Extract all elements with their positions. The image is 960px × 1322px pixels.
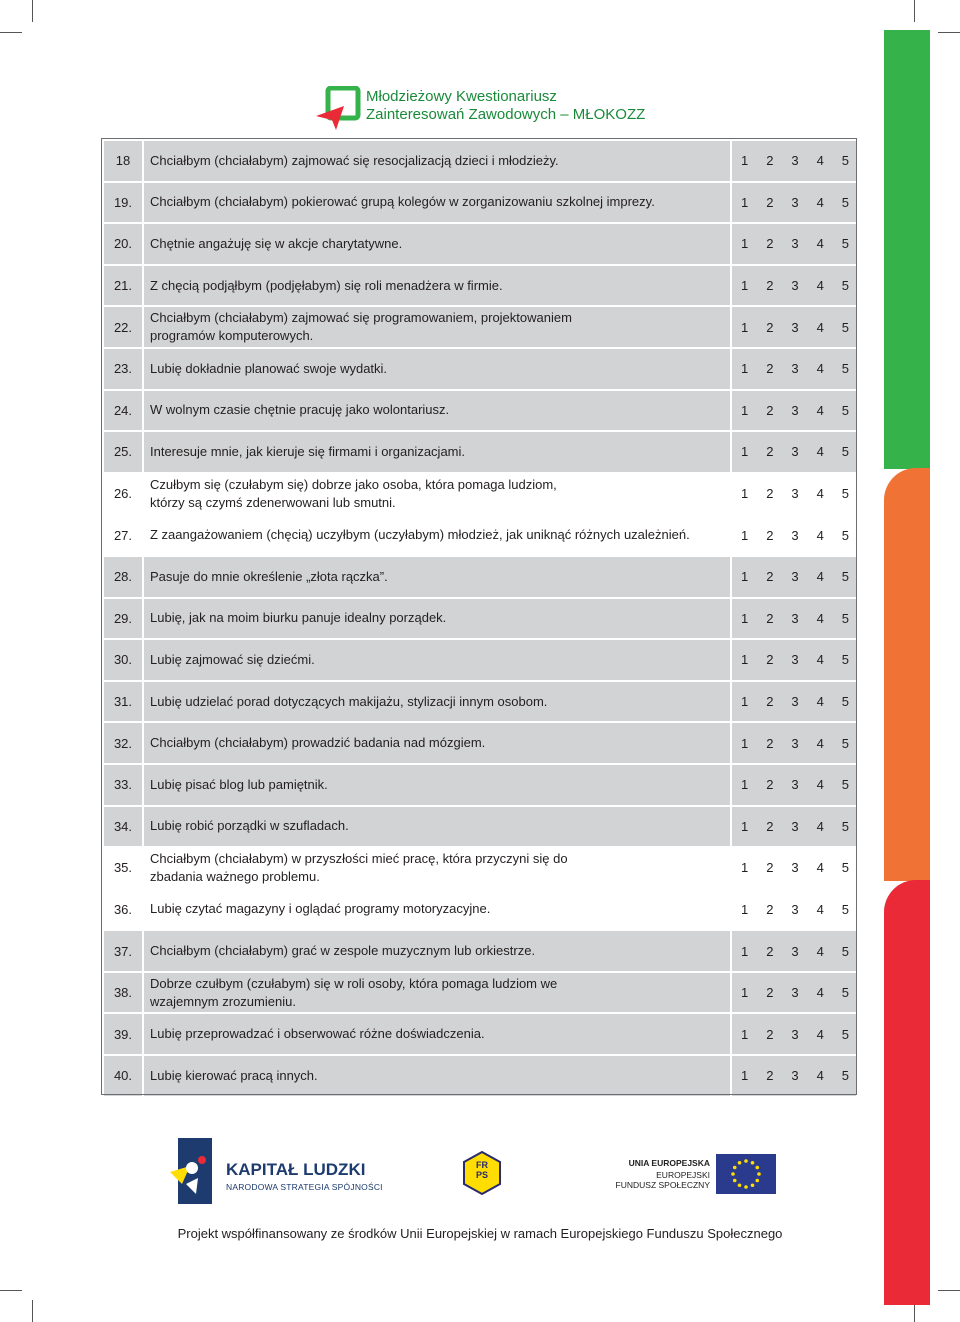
table-row (103, 806, 857, 848)
crop-mark (938, 32, 960, 33)
question-text: Czułbym się (czułabym się) dobrze jako osoba, która pomaga ludziom, którzy są czymś zdenerwowani lub smutni. (143, 473, 731, 515)
question-text: Chciałbym (chciałabym) w przyszłości mieć pracę, która przyczyni się do zbadania ważnego problemu. (143, 847, 731, 889)
table-row (103, 764, 857, 806)
answer-scale (731, 847, 857, 889)
answer-scale (731, 473, 857, 515)
table-row (103, 348, 857, 390)
scale-option-2[interactable]: 2 (766, 236, 774, 252)
scale-option-3[interactable]: 3 (791, 860, 799, 876)
answer-scale (731, 930, 857, 972)
scale-option-2[interactable]: 2 (766, 527, 774, 543)
scale-option-2[interactable]: 2 (766, 278, 774, 294)
scale-option-3[interactable]: 3 (791, 652, 799, 668)
scale-option-3[interactable]: 3 (791, 278, 799, 294)
question-text: Z zaangażowaniem (chęcią) uczyłbym (uczyłabym) młodzież, jak uniknąć różnych uzależnień. (143, 514, 731, 556)
scale-option-2[interactable]: 2 (766, 1026, 774, 1042)
crop-mark (0, 1290, 22, 1291)
eu-star-icon (757, 1172, 761, 1176)
answer-scale (731, 431, 857, 473)
scale-option-4[interactable]: 4 (816, 652, 824, 668)
table-row (103, 930, 857, 972)
scale-option-1[interactable]: 1 (741, 1026, 749, 1042)
scale-option-2[interactable]: 2 (766, 1068, 774, 1084)
answer-scale (731, 514, 857, 556)
question-text: Lubię pisać blog lub pamiętnik. (143, 764, 731, 806)
frps-line1: FR (476, 1160, 488, 1170)
table-row (103, 306, 857, 348)
question-number: 23. (103, 348, 143, 390)
scale-option-1[interactable]: 1 (741, 236, 749, 252)
question-text: Chętnie angażuję się w akcje charytatywne. (143, 223, 731, 265)
scale-option-5[interactable]: 5 (841, 610, 849, 626)
eu-flag-icon (716, 1154, 776, 1194)
side-bar-green (884, 30, 930, 469)
table-row (103, 390, 857, 432)
scale-option-3[interactable]: 3 (791, 610, 799, 626)
question-text: W wolnym czasie chętnie pracuję jako wolontariusz. (143, 390, 731, 432)
scale-option-4[interactable]: 4 (816, 735, 824, 751)
question-number: 20. (103, 223, 143, 265)
answer-scale (731, 806, 857, 848)
scale-option-2[interactable]: 2 (766, 860, 774, 876)
question-number: 35. (103, 847, 143, 889)
scale-option-1[interactable]: 1 (741, 527, 749, 543)
table-row (103, 140, 857, 182)
scale-option-5[interactable]: 5 (841, 569, 849, 585)
header-logo (314, 86, 674, 132)
question-text: Z chęcią podjąłbym (podjęłabym) się roli menadżera w firmie. (143, 265, 731, 307)
scale-option-1[interactable]: 1 (741, 319, 749, 335)
question-number: 33. (103, 764, 143, 806)
eu-logo-line1: UNIA EUROPEJSKA (628, 1158, 710, 1168)
scale-option-1[interactable]: 1 (741, 402, 749, 418)
table-row (103, 598, 857, 640)
kapital-ludzki-subtitle: NARODOWA STRATEGIA SPÓJNOŚCI (226, 1182, 383, 1192)
scale-option-3[interactable]: 3 (791, 444, 799, 460)
scale-option-4[interactable]: 4 (816, 610, 824, 626)
scale-option-3[interactable]: 3 (791, 236, 799, 252)
question-text: Lubię robić porządki w szufladach. (143, 806, 731, 848)
scale-option-2[interactable]: 2 (766, 735, 774, 751)
crop-mark (938, 1290, 960, 1291)
scale-option-2[interactable]: 2 (766, 361, 774, 377)
scale-option-5[interactable]: 5 (841, 985, 849, 1001)
question-number: 22. (103, 306, 143, 348)
scale-option-1[interactable]: 1 (741, 361, 749, 377)
kapital-ludzki-logo (168, 1138, 388, 1208)
scale-option-3[interactable]: 3 (791, 194, 799, 210)
scale-option-3[interactable]: 3 (791, 361, 799, 377)
scale-option-2[interactable]: 2 (766, 153, 774, 169)
scale-option-1[interactable]: 1 (741, 278, 749, 294)
scale-option-4[interactable]: 4 (816, 985, 824, 1001)
table-row (103, 265, 857, 307)
eu-star-icon (731, 1172, 735, 1176)
kapital-ludzki-icon (168, 1138, 218, 1208)
scale-option-5[interactable]: 5 (841, 236, 849, 252)
answer-scale (731, 390, 857, 432)
eu-logo (615, 1150, 780, 1196)
question-number: 25. (103, 431, 143, 473)
scale-option-4[interactable]: 4 (816, 943, 824, 959)
scale-option-4[interactable]: 4 (816, 444, 824, 460)
side-bar-red (884, 880, 930, 1305)
scale-option-5[interactable]: 5 (841, 402, 849, 418)
scale-option-5[interactable]: 5 (841, 1026, 849, 1042)
scale-option-1[interactable]: 1 (741, 486, 749, 502)
table-row (103, 722, 857, 764)
logo-title-line1: Młodzieżowy Kwestionariusz (366, 88, 557, 105)
answer-scale (731, 140, 857, 182)
table-row (103, 223, 857, 265)
question-text: Chciałbym (chciałabym) grać w zespole muzycznym lub orkiestrze. (143, 930, 731, 972)
scale-option-5[interactable]: 5 (841, 153, 849, 169)
scale-option-1[interactable]: 1 (741, 901, 749, 917)
scale-option-5[interactable]: 5 (841, 1068, 849, 1084)
question-text: Lubię przeprowadzać i obserwować różne doświadczenia. (143, 1013, 731, 1055)
scale-option-1[interactable]: 1 (741, 194, 749, 210)
question-text: Lubię kierować pracą innych. (143, 1055, 731, 1097)
question-number: 37. (103, 930, 143, 972)
questionnaire-table (102, 139, 858, 1098)
scale-option-1[interactable]: 1 (741, 694, 749, 710)
scale-option-4[interactable]: 4 (816, 402, 824, 418)
answer-scale (731, 681, 857, 723)
scale-option-3[interactable]: 3 (791, 1068, 799, 1084)
scale-option-5[interactable]: 5 (841, 194, 849, 210)
table-row (103, 681, 857, 723)
crop-mark (0, 32, 22, 33)
question-text: Lubię dokładnie planować swoje wydatki. (143, 348, 731, 390)
scale-option-5[interactable]: 5 (841, 860, 849, 876)
answer-scale (731, 182, 857, 224)
scale-option-5[interactable]: 5 (841, 652, 849, 668)
scale-option-3[interactable]: 3 (791, 402, 799, 418)
eu-star-icon (738, 1161, 742, 1165)
question-number: 40. (103, 1055, 143, 1097)
eu-logo-line3: FUNDUSZ SPOŁECZNY (615, 1180, 710, 1190)
scale-option-5[interactable]: 5 (841, 777, 849, 793)
scale-option-4[interactable]: 4 (816, 1026, 824, 1042)
table-row (103, 473, 857, 515)
eu-star-icon (751, 1161, 755, 1165)
question-number: 39. (103, 1013, 143, 1055)
answer-scale (731, 764, 857, 806)
question-text: Chciałbym (chciałabym) prowadzić badania nad mózgiem. (143, 722, 731, 764)
mlokozz-logo-icon (314, 86, 366, 132)
scale-option-5[interactable]: 5 (841, 735, 849, 751)
question-number: 36. (103, 889, 143, 931)
question-number: 26. (103, 473, 143, 515)
scale-option-5[interactable]: 5 (841, 486, 849, 502)
scale-option-5[interactable]: 5 (841, 694, 849, 710)
scale-option-5[interactable]: 5 (841, 278, 849, 294)
eu-star-icon (751, 1183, 755, 1187)
scale-option-2[interactable]: 2 (766, 319, 774, 335)
eu-star-icon (744, 1159, 748, 1163)
table-row (103, 431, 857, 473)
question-number: 31. (103, 681, 143, 723)
eu-star-icon (755, 1179, 759, 1183)
scale-option-2[interactable]: 2 (766, 402, 774, 418)
question-number: 30. (103, 639, 143, 681)
table-row (103, 972, 857, 1014)
table-row (103, 1055, 857, 1097)
scale-option-4[interactable]: 4 (816, 361, 824, 377)
question-text: Dobrze czułbym (czułabym) się w roli osoby, która pomaga ludziom we wzajemnym zrozumieniu. (143, 972, 731, 1014)
scale-option-2[interactable]: 2 (766, 901, 774, 917)
scale-option-4[interactable]: 4 (816, 1068, 824, 1084)
frps-logo (462, 1150, 502, 1196)
scale-option-3[interactable]: 3 (791, 901, 799, 917)
answer-scale (731, 889, 857, 931)
scale-option-3[interactable]: 3 (791, 694, 799, 710)
scale-option-5[interactable]: 5 (841, 319, 849, 335)
scale-option-3[interactable]: 3 (791, 153, 799, 169)
scale-option-3[interactable]: 3 (791, 319, 799, 335)
scale-option-2[interactable]: 2 (766, 486, 774, 502)
footer-note: Projekt współfinansowany ze środków Unii Europejskiej w ramach Europejskiego Funduszu Społecznego (177, 1226, 783, 1241)
question-number: 18 (103, 140, 143, 182)
question-text: Lubię zajmować się dziećmi. (143, 639, 731, 681)
answer-scale (731, 348, 857, 390)
question-number: 21. (103, 265, 143, 307)
scale-option-5[interactable]: 5 (841, 901, 849, 917)
answer-scale (731, 1013, 857, 1055)
eu-star-icon (744, 1185, 748, 1189)
scale-option-1[interactable]: 1 (741, 444, 749, 460)
scale-option-4[interactable]: 4 (816, 777, 824, 793)
question-text: Pasuje do mnie określenie „złota rączka”. (143, 556, 731, 598)
scale-option-2[interactable]: 2 (766, 194, 774, 210)
question-text: Interesuje mnie, jak kieruje się firmami i organizacjami. (143, 431, 731, 473)
scale-option-3[interactable]: 3 (791, 985, 799, 1001)
table-row (103, 1013, 857, 1055)
scale-option-4[interactable]: 4 (816, 694, 824, 710)
question-text: Chciałbym (chciałabym) zajmować się programowaniem, projektowaniem programów komputerowych. (143, 306, 731, 348)
scale-option-2[interactable]: 2 (766, 985, 774, 1001)
scale-option-4[interactable]: 4 (816, 319, 824, 335)
answer-scale (731, 556, 857, 598)
scale-option-2[interactable]: 2 (766, 444, 774, 460)
scale-option-2[interactable]: 2 (766, 610, 774, 626)
question-number: 19. (103, 182, 143, 224)
question-number: 29. (103, 598, 143, 640)
scale-option-3[interactable]: 3 (791, 1026, 799, 1042)
scale-option-5[interactable]: 5 (841, 818, 849, 834)
question-text: Lubię czytać magazyny i oglądać programy motoryzacyjne. (143, 889, 731, 931)
scale-option-1[interactable]: 1 (741, 943, 749, 959)
scale-option-3[interactable]: 3 (791, 486, 799, 502)
scale-option-4[interactable]: 4 (816, 486, 824, 502)
scale-option-2[interactable]: 2 (766, 652, 774, 668)
scale-option-3[interactable]: 3 (791, 527, 799, 543)
answer-scale (731, 306, 857, 348)
question-text: Lubię udzielać porad dotyczących makijażu, stylizacji innym osobom. (143, 681, 731, 723)
table-row (103, 182, 857, 224)
scale-option-3[interactable]: 3 (791, 735, 799, 751)
table-row (103, 514, 857, 556)
answer-scale (731, 223, 857, 265)
scale-option-1[interactable]: 1 (741, 1068, 749, 1084)
kapital-ludzki-title: KAPITAŁ LUDZKI (226, 1160, 366, 1179)
scale-option-1[interactable]: 1 (741, 860, 749, 876)
crop-mark (914, 0, 915, 22)
question-number: 38. (103, 972, 143, 1014)
scale-option-1[interactable]: 1 (741, 569, 749, 585)
question-number: 27. (103, 514, 143, 556)
answer-scale (731, 598, 857, 640)
table-row (103, 847, 857, 889)
answer-scale (731, 1055, 857, 1097)
scale-option-4[interactable]: 4 (816, 278, 824, 294)
scale-option-1[interactable]: 1 (741, 735, 749, 751)
question-text: Lubię, jak na moim biurku panuje idealny porządek. (143, 598, 731, 640)
scale-option-4[interactable]: 4 (816, 236, 824, 252)
scale-option-3[interactable]: 3 (791, 943, 799, 959)
eu-star-icon (733, 1166, 737, 1170)
table-row (103, 556, 857, 598)
scale-option-5[interactable]: 5 (841, 361, 849, 377)
side-bar-orange (884, 468, 930, 881)
scale-option-3[interactable]: 3 (791, 569, 799, 585)
scale-option-4[interactable]: 4 (816, 194, 824, 210)
scale-option-5[interactable]: 5 (841, 444, 849, 460)
eu-star-icon (733, 1179, 737, 1183)
scale-option-4[interactable]: 4 (816, 818, 824, 834)
eu-star-icon (755, 1166, 759, 1170)
scale-option-1[interactable]: 1 (741, 818, 749, 834)
scale-option-2[interactable]: 2 (766, 777, 774, 793)
scale-option-4[interactable]: 4 (816, 527, 824, 543)
table-row (103, 639, 857, 681)
scale-option-1[interactable]: 1 (741, 153, 749, 169)
eu-star-icon (738, 1183, 742, 1187)
answer-scale (731, 265, 857, 307)
scale-option-1[interactable]: 1 (741, 610, 749, 626)
question-text: Chciałbym (chciałabym) pokierować grupą kolegów w zorganizowaniu szkolnej imprezy. (143, 182, 731, 224)
scale-option-4[interactable]: 4 (816, 569, 824, 585)
eu-logo-line2: EUROPEJSKI (656, 1170, 710, 1180)
answer-scale (731, 972, 857, 1014)
question-number: 34. (103, 806, 143, 848)
scale-option-4[interactable]: 4 (816, 153, 824, 169)
question-number: 32. (103, 722, 143, 764)
answer-scale (731, 639, 857, 681)
scale-option-5[interactable]: 5 (841, 943, 849, 959)
scale-option-3[interactable]: 3 (791, 818, 799, 834)
scale-option-1[interactable]: 1 (741, 652, 749, 668)
scale-option-2[interactable]: 2 (766, 943, 774, 959)
answer-scale (731, 722, 857, 764)
logo-title-line2: Zainteresowań Zawodowych – MŁOKOZZ (366, 106, 646, 123)
scale-option-4[interactable]: 4 (816, 901, 824, 917)
crop-mark (32, 0, 33, 22)
scale-option-2[interactable]: 2 (766, 694, 774, 710)
table-row (103, 889, 857, 931)
question-text: Chciałbym (chciałabym) zajmować się resocjalizacją dzieci i młodzieży. (143, 140, 731, 182)
scale-option-5[interactable]: 5 (841, 527, 849, 543)
scale-option-1[interactable]: 1 (741, 777, 749, 793)
scale-option-1[interactable]: 1 (741, 985, 749, 1001)
scale-option-4[interactable]: 4 (816, 860, 824, 876)
crop-mark (32, 1300, 33, 1322)
scale-option-3[interactable]: 3 (791, 777, 799, 793)
logo-title (366, 88, 645, 124)
question-number: 24. (103, 390, 143, 432)
scale-option-2[interactable]: 2 (766, 569, 774, 585)
question-number: 28. (103, 556, 143, 598)
frps-text (462, 1160, 502, 1180)
scale-option-2[interactable]: 2 (766, 818, 774, 834)
frps-line2: PS (475, 1170, 488, 1180)
